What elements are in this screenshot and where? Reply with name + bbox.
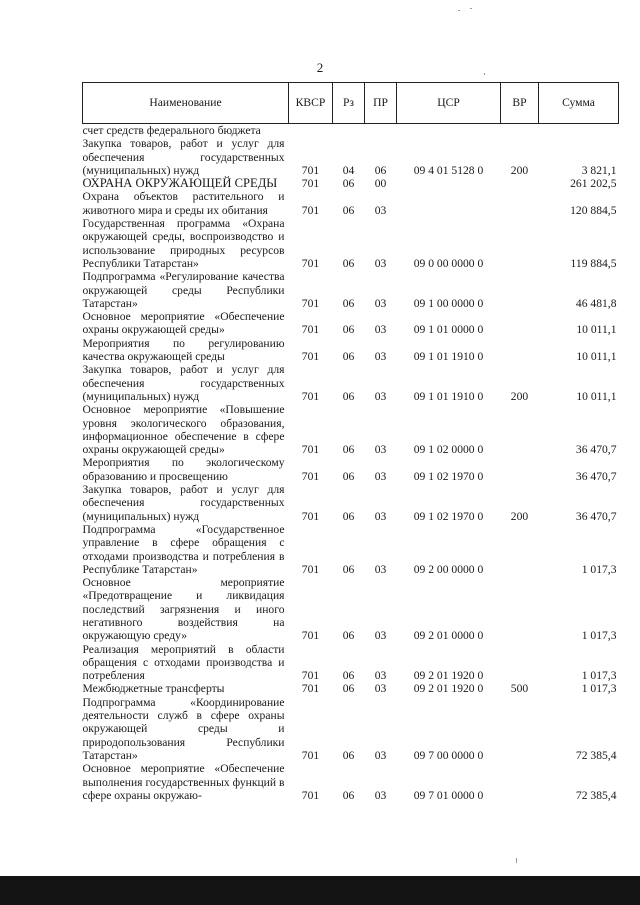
cell-rz: 06 <box>342 177 355 191</box>
table-row <box>83 643 619 683</box>
cell-rz: 06 <box>342 682 355 696</box>
cell-pr: 03 <box>374 788 387 802</box>
table-row <box>83 137 619 177</box>
cell-vr <box>501 643 539 683</box>
cell-pr: 03 <box>374 323 387 337</box>
cell-name: Подпрограмма «Координирование деятельности служб в сфере охраны окружающей среды и природопользования Республики Татарстан» <box>82 695 285 762</box>
cell-vr <box>501 576 539 642</box>
cell-rz: 06 <box>342 389 355 403</box>
cell-name: Закупка товаров, работ и услуг для обеспечения государственных (муниципальных) нужд <box>82 363 285 403</box>
table-row <box>83 696 619 762</box>
cell-sum: 1 017,3 <box>581 562 617 576</box>
cell-pr: 03 <box>374 562 387 576</box>
cell-kvsr: 701 <box>301 177 320 191</box>
cell-sum: 120 884,5 <box>570 203 617 217</box>
cell-kvsr: 701 <box>301 788 320 802</box>
cell-rz: 06 <box>342 350 355 364</box>
scan-bottom-border <box>0 876 640 905</box>
cell-pr: 00 <box>374 177 387 191</box>
table-row <box>83 403 619 456</box>
cell-vr <box>501 337 539 364</box>
cell-name: Закупка товаров, работ и услуг для обеспечения государственных (муниципальных) нужд <box>82 137 285 177</box>
cell-kvsr: 701 <box>301 469 320 483</box>
cell-csr: 09 0 00 0000 0 <box>413 256 484 270</box>
cell-rz: 04 <box>342 163 355 177</box>
cell-name: Охрана объектов растительного и животного мира и среды их обитания <box>82 190 285 217</box>
cell-sum: 72 385,4 <box>575 748 617 762</box>
cell-pr: 03 <box>374 389 387 403</box>
table-row <box>83 523 619 576</box>
cell-rz: 06 <box>342 256 355 270</box>
cell-pr: 03 <box>374 443 387 457</box>
cell-name: Реализация мероприятий в области обращения с отходами производства и потребления <box>82 642 285 683</box>
cell-rz: 06 <box>342 629 355 643</box>
cell-csr: 09 2 01 0000 0 <box>413 629 484 643</box>
table-row <box>83 363 619 403</box>
table-row <box>83 124 619 138</box>
cell-csr: 09 1 01 0000 0 <box>413 323 484 337</box>
column-header-pr: ПР <box>365 83 397 124</box>
cell-kvsr: 701 <box>301 509 320 523</box>
cell-sum: 3 821,1 <box>581 163 617 177</box>
cell-name: ОХРАНА ОКРУЖАЮЩЕЙ СРЕДЫ <box>82 176 278 191</box>
cell-name: Подпрограмма «Регулирование качества окружающей среды Республики Татарстан» <box>82 270 285 310</box>
cell-vr <box>501 403 539 456</box>
cell-csr: 09 2 01 1920 0 <box>413 669 484 683</box>
column-header-name: Наименование <box>83 83 289 124</box>
cell-pr: 03 <box>374 469 387 483</box>
cell-kvsr: 701 <box>301 669 320 683</box>
cell-sum <box>539 124 619 138</box>
cell-vr <box>501 762 539 802</box>
cell-csr: 09 1 02 1970 0 <box>413 469 484 483</box>
cell-sum: 1 017,3 <box>581 682 617 696</box>
cell-pr: 03 <box>374 203 387 217</box>
cell-sum: 36 470,7 <box>575 443 617 457</box>
cell-kvsr: 701 <box>301 203 320 217</box>
cell-vr: 200 <box>510 163 529 177</box>
cell-vr <box>501 270 539 310</box>
column-header-vr: ВР <box>501 83 539 124</box>
scan-speck <box>458 10 460 11</box>
cell-rz: 06 <box>342 562 355 576</box>
cell-sum: 10 011,1 <box>576 389 617 403</box>
cell-csr <box>397 190 501 217</box>
cell-kvsr: 701 <box>301 163 320 177</box>
cell-sum: 46 481,8 <box>575 296 617 310</box>
column-header-csr: ЦСР <box>397 83 501 124</box>
cell-sum: 36 470,7 <box>575 509 617 523</box>
table-row <box>83 177 619 190</box>
cell-sum: 1 017,3 <box>581 669 617 683</box>
cell-pr: 06 <box>374 163 387 177</box>
cell-rz: 06 <box>342 296 355 310</box>
scan-speck <box>470 8 472 9</box>
cell-vr <box>501 456 539 483</box>
cell-vr: 200 <box>510 389 529 403</box>
cell-sum: 10 011,1 <box>576 323 617 337</box>
cell-kvsr: 701 <box>301 389 320 403</box>
cell-kvsr: 701 <box>301 562 320 576</box>
table-row <box>83 483 619 523</box>
cell-name: Основное мероприятие «Повышение уровня экологического образования, информационное обеспечение в сфере охраны окружающей среды» <box>82 403 285 457</box>
cell-sum: 10 011,1 <box>576 350 617 364</box>
cell-csr: 09 1 02 1970 0 <box>413 509 484 523</box>
cell-kvsr: 701 <box>301 296 320 310</box>
cell-csr: 09 2 01 1920 0 <box>413 682 484 696</box>
cell-csr: 09 7 01 0000 0 <box>413 788 484 802</box>
cell-pr: 03 <box>374 296 387 310</box>
cell-sum: 261 202,5 <box>570 177 617 191</box>
cell-name: Мероприятия по экологическому образованию и просвещению <box>82 456 285 483</box>
column-header-kvsr: КВСР <box>289 83 333 124</box>
table-row <box>83 270 619 310</box>
cell-rz: 06 <box>342 748 355 762</box>
cell-rz: 06 <box>342 509 355 523</box>
cell-pr: 03 <box>374 682 387 696</box>
cell-pr: 03 <box>374 350 387 364</box>
table-row <box>83 762 619 802</box>
cell-csr: 09 7 00 0000 0 <box>413 748 484 762</box>
cell-csr: 09 1 02 0000 0 <box>413 443 484 457</box>
cell-rz: 06 <box>342 323 355 337</box>
cell-vr <box>501 177 539 190</box>
cell-pr: 03 <box>374 669 387 683</box>
cell-kvsr: 701 <box>301 443 320 457</box>
cell-rz: 06 <box>342 788 355 802</box>
cell-csr: 09 2 00 0000 0 <box>413 562 484 576</box>
cell-vr <box>501 124 539 138</box>
cell-name: счет средств федерального бюджета <box>82 124 261 137</box>
cell-vr <box>501 310 539 337</box>
table-row <box>83 310 619 337</box>
scan-speck <box>516 858 517 863</box>
cell-rz: 06 <box>342 669 355 683</box>
cell-rz: 06 <box>342 443 355 457</box>
cell-kvsr: 701 <box>301 629 320 643</box>
table-header-row <box>83 83 619 124</box>
cell-csr: 09 1 01 1910 0 <box>413 389 484 403</box>
column-header-rz: Рз <box>333 83 365 124</box>
cell-vr: 200 <box>510 509 529 523</box>
cell-csr: 09 1 00 0000 0 <box>413 296 484 310</box>
cell-csr: 09 1 01 1910 0 <box>413 350 484 364</box>
cell-kvsr: 701 <box>301 748 320 762</box>
cell-vr <box>501 696 539 762</box>
budget-table <box>82 82 619 802</box>
cell-pr: 03 <box>374 509 387 523</box>
cell-rz: 06 <box>342 469 355 483</box>
scan-speck <box>484 73 485 75</box>
table-body <box>83 124 619 803</box>
cell-name: Мероприятия по регулированию качества окружающей среды <box>82 336 285 364</box>
cell-name: Основное мероприятие «Предотвращение и ликвидация последствий загрязнения и иного негативного воздействия на окружающую среду» <box>82 576 285 643</box>
table-row <box>83 456 619 483</box>
cell-pr <box>365 124 397 138</box>
cell-pr: 03 <box>374 629 387 643</box>
cell-kvsr: 701 <box>301 350 320 364</box>
cell-sum: 36 470,7 <box>575 469 617 483</box>
cell-name: Основное мероприятие «Обеспечение охраны окружающей среды» <box>82 310 285 337</box>
table-row <box>83 337 619 364</box>
cell-sum: 1 017,3 <box>581 629 617 643</box>
cell-vr: 500 <box>510 682 529 696</box>
cell-pr: 03 <box>374 748 387 762</box>
cell-csr <box>397 124 501 138</box>
table-row <box>83 190 619 217</box>
cell-pr: 03 <box>374 256 387 270</box>
cell-csr: 09 4 01 5128 0 <box>413 163 484 177</box>
cell-name: Закупка товаров, работ и услуг для обеспечения государственных (муниципальных) нужд <box>82 483 285 523</box>
cell-name: Государственная программа «Охрана окружающей среды, воспроизводство и использование природных ресурсов Республики Татарстан» <box>82 217 285 270</box>
column-header-sum: Сумма <box>539 83 619 124</box>
table-row <box>83 576 619 642</box>
cell-kvsr: 701 <box>301 682 320 696</box>
page-number: 2 <box>316 60 324 75</box>
cell-kvsr: 701 <box>301 323 320 337</box>
cell-vr <box>501 217 539 270</box>
cell-sum: 119 884,5 <box>570 256 617 270</box>
cell-vr <box>501 523 539 576</box>
cell-name: Основное мероприятие «Обеспечение выполнения государственных функций в сфере охраны окружаю- <box>82 762 285 802</box>
table-row <box>83 682 619 695</box>
cell-sum: 72 385,4 <box>575 788 617 802</box>
cell-kvsr: 701 <box>301 256 320 270</box>
cell-csr <box>397 177 501 190</box>
cell-name: Межбюджетные трансферты <box>82 682 225 696</box>
cell-rz: 06 <box>342 203 355 217</box>
table-row <box>83 217 619 270</box>
cell-name: Подпрограмма «Государственное управление в сфере обращения с отходами производства и потребления в Республике Татарстан» <box>82 522 285 576</box>
cell-vr <box>501 190 539 217</box>
cell-rz <box>333 124 365 138</box>
cell-kvsr <box>289 124 333 138</box>
